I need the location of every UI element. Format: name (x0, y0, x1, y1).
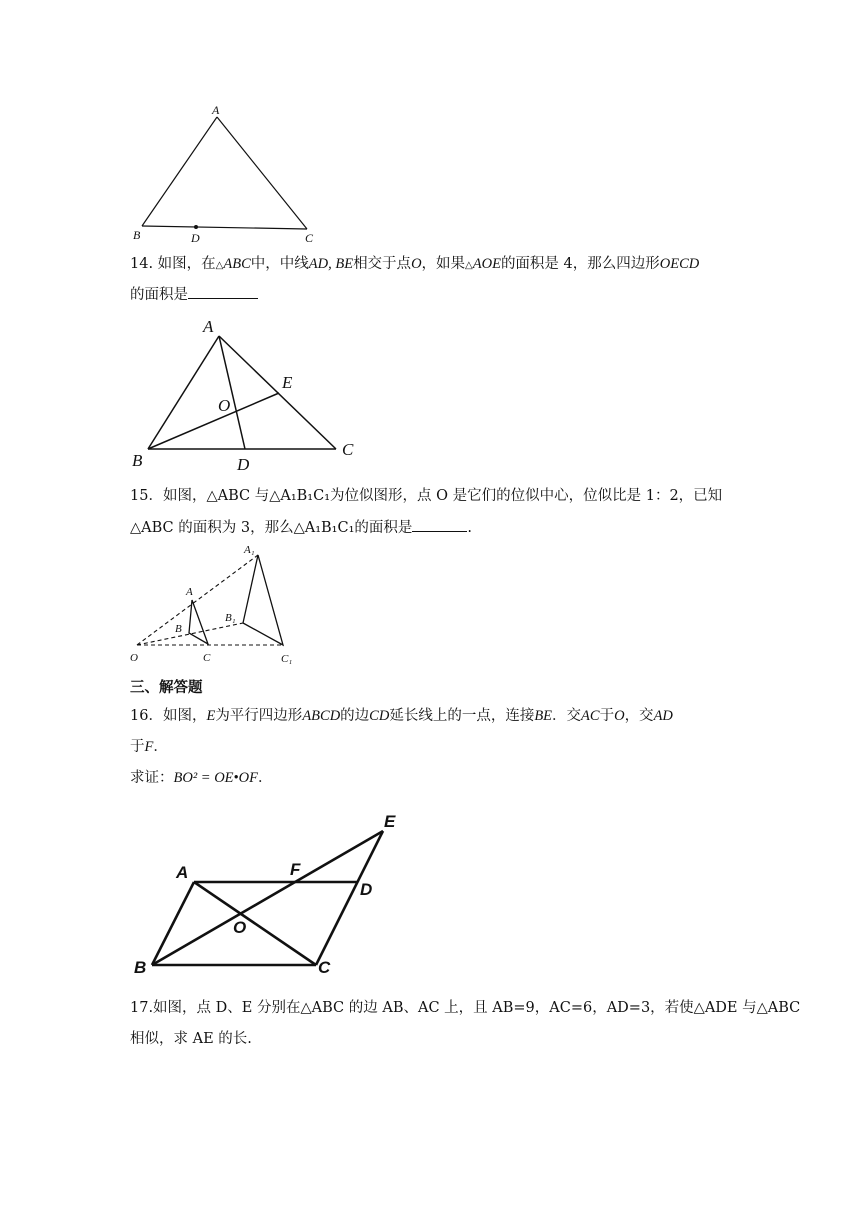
label-b1: B₁ (225, 612, 236, 624)
q16-ad: AD (653, 708, 673, 724)
q16-question-line2 (130, 735, 168, 759)
q16-text: ，交 (624, 708, 654, 724)
triangle-symbol: △ (465, 260, 473, 271)
q16-text: ． (257, 770, 273, 786)
q14-text: 中，中线 (250, 256, 309, 272)
label-o: O (218, 396, 231, 415)
label-f: F (290, 860, 301, 879)
triangle-a1b1c1 (243, 555, 283, 645)
label-a: A (176, 863, 189, 882)
q16-text: 延长线上的一点，连接 (389, 708, 535, 724)
q16-o: O (614, 708, 625, 724)
q16-abcd: ABCD (302, 708, 341, 724)
triangle-symbol: △ (215, 260, 224, 271)
label-b: B (133, 228, 141, 242)
label-c1: C₁ (281, 653, 293, 665)
side-ab (142, 117, 217, 226)
label-b: B (134, 958, 147, 977)
side-bc (142, 226, 307, 229)
q16-prove-expression: BO² = OE•OF (173, 770, 258, 786)
q14-number: 14. (130, 256, 154, 272)
q14-text: 如图，在 (157, 256, 216, 272)
label-a1: A₁ (244, 544, 255, 556)
figure-q13-triangle (125, 100, 335, 250)
q14-text: 相交于点 (353, 256, 412, 272)
q16-text: 的边 (340, 708, 370, 724)
q15-text: . (467, 520, 473, 536)
label-d: D (191, 231, 200, 245)
label-d: D (360, 880, 373, 899)
q15-text: △ABC 的面积为 3，那么△A₁B₁C₁的面积是 (130, 520, 413, 536)
label-d: D (237, 455, 250, 474)
q14-aoe: AOE (472, 256, 501, 272)
q14-o: O (411, 256, 422, 272)
q17-line2: 相似，求 AE 的长. (130, 1031, 252, 1047)
q16-text: 于 (130, 739, 145, 755)
side-ab (148, 336, 219, 449)
answer-blank (188, 284, 258, 299)
q14-adbe: AD, BE (308, 256, 354, 272)
label-c: C (305, 231, 314, 245)
label-o: O (130, 652, 138, 664)
q15-line1: 15．如图，△ABC 与△A₁B₁C₁为位似图形，点 O 是它们的位似中心，位似比是 1：2，已知 (130, 488, 723, 504)
figure-q15-homothety (125, 540, 315, 670)
q14-text: ，如果 (421, 256, 466, 272)
point-d (194, 225, 198, 229)
q16-text: ． (153, 739, 168, 755)
side-ac (217, 117, 307, 229)
section-heading: 三、解答题 (130, 679, 203, 696)
figure-q16-parallelogram (128, 805, 418, 985)
q16-prove (130, 766, 272, 790)
q14-question-line2 (130, 283, 258, 307)
q14-question (130, 252, 699, 278)
label-b: B (175, 623, 182, 635)
label-c: C (342, 440, 354, 459)
q16-cd: CD (369, 708, 390, 724)
label-e: E (282, 373, 293, 392)
q14-text: 的面积是 4，那么四边形 (500, 256, 660, 272)
q16-be: BE (534, 708, 553, 724)
label-a: A (203, 317, 214, 336)
median-ad (219, 336, 245, 449)
label-b: B (132, 451, 143, 470)
answer-blank (412, 517, 467, 532)
q14-oecd: OECD (659, 256, 700, 272)
label-a: A (186, 586, 193, 598)
q16-prove-label: 求证： (130, 770, 174, 786)
q17-line1: 17.如图，点 D、E 分别在△ABC 的边 AB、AC 上，且 AB=9，AC=6，AD=3，若使△ADE 与△ABC (130, 1000, 801, 1016)
q16-text: 于 (599, 708, 615, 724)
label-a: A (212, 103, 220, 117)
figure-q14-triangle (128, 315, 368, 477)
side-ac (219, 336, 336, 449)
label-c: C (318, 958, 331, 977)
dashed-oa1 (137, 555, 258, 645)
q16-e: E (206, 708, 216, 724)
diagonal-ac (194, 882, 316, 965)
q16-text: 为平行四边形 (215, 708, 303, 724)
triangle-abc (189, 600, 208, 644)
label-e: E (384, 812, 396, 831)
q15-line2 (130, 516, 472, 540)
median-be (148, 393, 279, 449)
q14-text: 的面积是 (130, 287, 188, 303)
q16-text: 16．如图， (130, 708, 207, 724)
q16-question (130, 704, 673, 728)
q14-abc: ABC (223, 256, 251, 272)
label-c: C (203, 652, 211, 664)
label-o: O (233, 918, 247, 937)
q16-f: F (144, 739, 154, 755)
q16-text: ．交 (552, 708, 582, 724)
q16-ac: AC (581, 708, 600, 724)
